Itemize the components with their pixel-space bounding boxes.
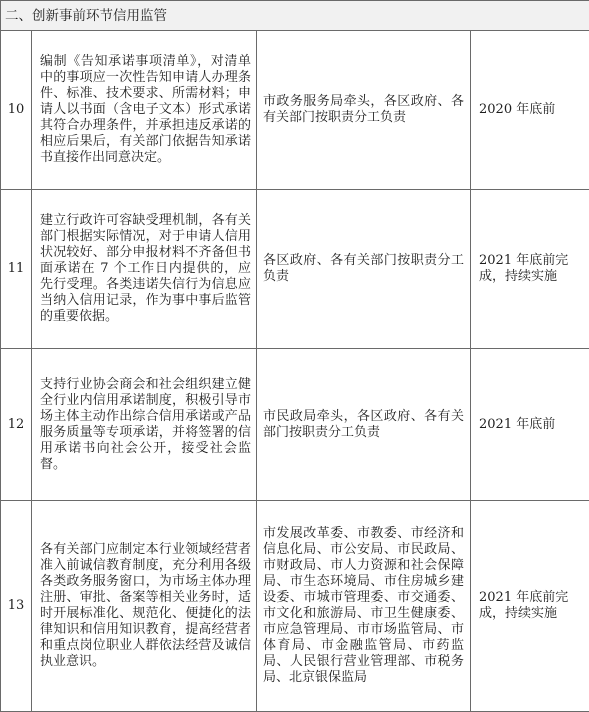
row-number: 10 [1, 31, 32, 190]
deadline: 2021 年底前完成，持续实施 [471, 190, 589, 349]
table-row [1, 31, 589, 190]
row-number: 13 [1, 501, 32, 712]
deadline: 2021 年底前 [471, 349, 589, 501]
row-number: 11 [1, 190, 32, 349]
table-row [1, 190, 589, 349]
responsible-units: 市民政局牵头，各区政府、各有关部门按职责分工负责 [257, 349, 471, 501]
table-row [1, 349, 589, 501]
table-row [1, 501, 589, 712]
deadline: 2021 年底前完成，持续实施 [471, 501, 589, 712]
measure-text: 建立行政许可容缺受理机制，各有关部门根据实际情况，对于申请人信用状况较好、部分申报材料不齐备但书面承诺在 7 个工作日内提供的，应先行受理。各类违诺失信行为信息应当纳入信用记录，作为事中事后监管的重要依据。 [32, 190, 257, 349]
section-header-row [1, 1, 589, 31]
responsible-units: 市发展改革委、市教委、市经济和信息化局、市公安局、市民政局、市财政局、市人力资源和社会保障局、市生态环境局、市住房城乡建设委、市城市管理委、市交通委、市文化和旅游局、市卫生健康委、市应急管理局、市市场监管局、市体育局、市金融监管局、市药监局、人民银行营业管理部、市税务局、北京银保监局 [257, 501, 471, 712]
deadline: 2020 年底前 [471, 31, 589, 190]
responsible-units: 市政务服务局牵头，各区政府、各有关部门按职责分工负责 [257, 31, 471, 190]
section-title: 二、创新事前环节信用监管 [1, 1, 589, 31]
row-number: 12 [1, 349, 32, 501]
measure-text: 编制《告知承诺事项清单》，对清单中的事项应一次性告知申请人办理条件、标准、技术要求、所需材料；申请人以书面（含电子文本）形式承诺其符合办理条件，并承担违反承诺的相应后果后，有关部门依据告知承诺书直接作出同意决定。 [32, 31, 257, 190]
measure-text: 支持行业协会商会和社会组织建立健全行业内信用承诺制度，积极引导市场主体主动作出综合信用承诺或产品服务质量等专项承诺，并将签署的信用承诺书向社会公开，接受社会监督。 [32, 349, 257, 501]
responsible-units: 各区政府、各有关部门按职责分工负责 [257, 190, 471, 349]
measure-text: 各有关部门应制定本行业领域经营者准入前诚信教育制度，充分利用各级各类政务服务窗口，为市场主体办理注册、审批、备案等相关业务时，适时开展标准化、规范化、便捷化的法律知识和信用知识教育，提高经营者和重点岗位职业人群依法经营及诚信执业意识。 [32, 501, 257, 712]
